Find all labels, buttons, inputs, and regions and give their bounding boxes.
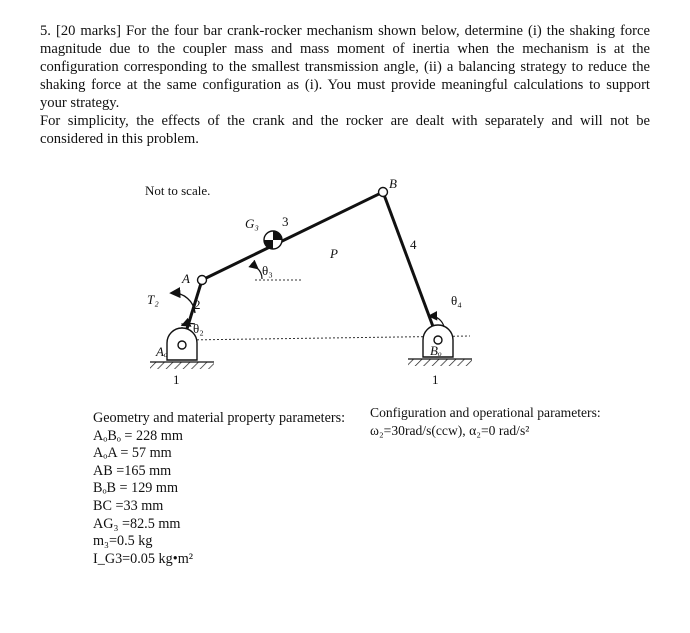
configuration-parameters [370, 404, 601, 440]
label-a: A [182, 271, 190, 286]
center-of-mass-icon [264, 231, 282, 249]
param-m3: m₃=0.5 kg [93, 533, 153, 550]
pivot-ao [178, 341, 186, 349]
label-bo: Bₒ [430, 343, 442, 358]
param-aobo: AₒBₒ = 228 mm [93, 427, 183, 444]
label-link-2: 2 [194, 297, 201, 312]
label-ao: Aₒ [156, 344, 168, 359]
label-t2: T₂ [147, 292, 159, 307]
param-ag3: AG₃ =82.5 mm [93, 515, 181, 532]
geometry-parameters [93, 410, 345, 568]
not-to-scale-note: Not to scale. [145, 183, 211, 198]
label-theta4: θ₄ [451, 293, 462, 308]
joint-b [379, 188, 388, 197]
coupler-link [202, 192, 383, 280]
label-point-p: P [330, 246, 338, 261]
config-header: Configuration and operational parameters: [370, 405, 601, 420]
param-bc: BC =33 mm [93, 497, 164, 514]
geometry-header: Geometry and material property parameters: [93, 410, 346, 426]
label-ground-1: 1 [173, 372, 180, 387]
label-link-3: 3 [282, 214, 289, 229]
label-theta2: θ₂ [193, 321, 204, 336]
param-aoa: AₒA = 57 mm [93, 445, 172, 462]
label-g3: G₃ [245, 216, 259, 231]
label-theta3: θ₃ [262, 263, 273, 278]
problem-paragraph-1: 5. [20 marks] For the four bar crank-rocker mechanism shown below, determine (i) the shaking force magnitude due to the coupler mass and mass moment of inertia when the mechanism is at the configuration corresponding to the smallest transmission angle, (ii) a balancing strategy to reduce the shaking force at the same configuration as (i). You must provide meaningful calculations to support your strategy. [40, 23, 650, 111]
param-bob: BₒB = 129 mm [93, 480, 179, 497]
label-link-4: 4 [410, 237, 417, 252]
label-b: B [389, 176, 397, 191]
config-values: ω₂=30rad/s(ccw), α₂=0 rad/s² [370, 423, 530, 438]
param-ig3: I_G3=0.05 kg•m² [93, 550, 193, 567]
label-ground-1-right: 1 [432, 372, 439, 387]
problem-paragraph-2: For simplicity, the effects of the crank and the rocker are dealt with separately and will not be considered in this problem. [40, 113, 650, 147]
param-ab: AB =165 mm [93, 462, 172, 479]
joint-a [198, 276, 207, 285]
rocker-link [383, 192, 438, 340]
